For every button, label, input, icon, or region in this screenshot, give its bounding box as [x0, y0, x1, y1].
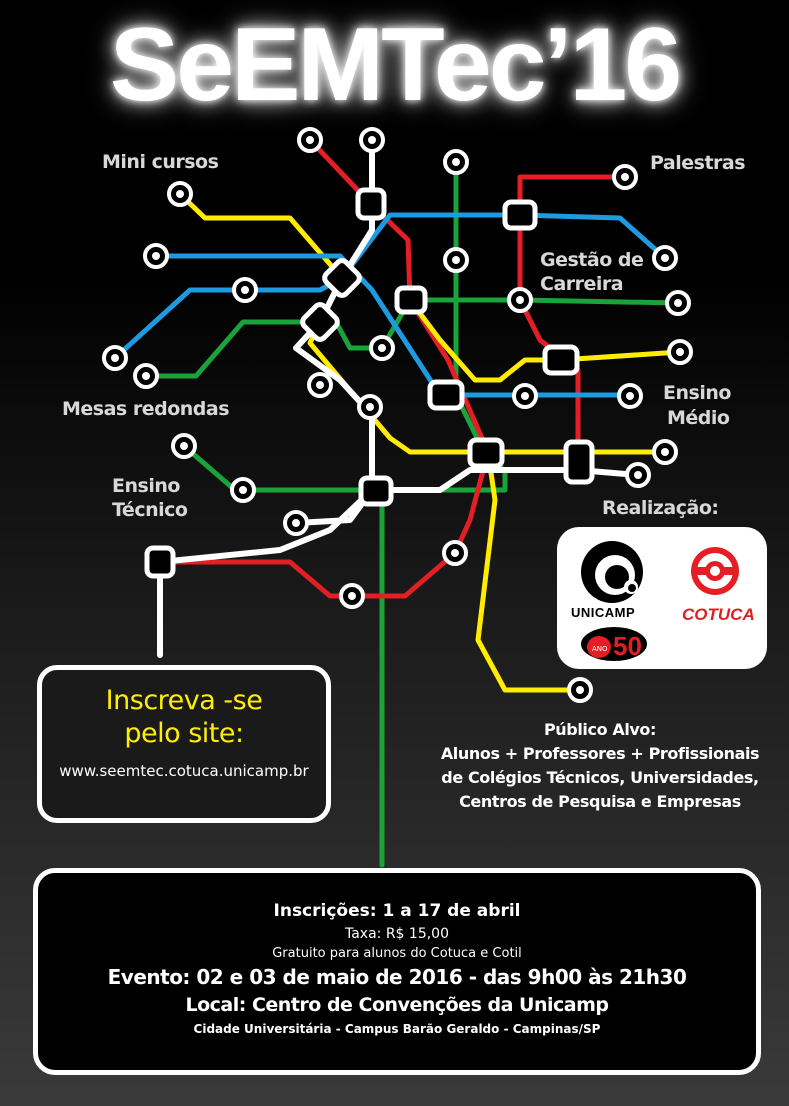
- ano-number: 50: [613, 631, 642, 661]
- label-mesas-redondas: Mesas redondas: [62, 398, 230, 420]
- info-taxa: Taxa: R$ 15,00: [344, 926, 449, 942]
- register-line-1: Inscreva -se: [105, 685, 263, 716]
- label-palestras: Palestras: [650, 152, 746, 174]
- target-audience: [430, 718, 770, 814]
- interchange-station: [430, 382, 462, 408]
- audience-line-1: Alunos + Professores + Profissionais: [440, 744, 760, 763]
- label-gestao: Gestão de: [540, 249, 644, 271]
- audience-heading: Público Alvo:: [543, 720, 657, 739]
- interchange-station: [361, 478, 391, 504]
- label-ensino-tecnico-1: Ensino: [112, 475, 180, 497]
- event-info-box: [33, 868, 761, 1075]
- website-link[interactable]: www.seemtec.cotuca.unicamp.br: [59, 762, 309, 780]
- cotuca-wordmark: COTUCA: [682, 605, 755, 624]
- info-gratuito: Gratuito para alunos do Cotuca e Cotil: [272, 946, 522, 961]
- interchange-station: [470, 440, 502, 466]
- green-line-lower: [184, 446, 382, 490]
- info-local: Local: Centro de Convenções da Unicamp: [185, 994, 609, 1016]
- registration-box: [37, 665, 331, 823]
- label-ensino-medio-1: Ensino: [663, 382, 731, 404]
- ano-text: ANO: [592, 645, 608, 653]
- label-mini-cursos: Mini cursos: [102, 151, 219, 173]
- sponsor-panel: [557, 527, 767, 669]
- audience-line-3: Centros de Pesquisa e Empresas: [459, 792, 741, 811]
- audience-line-2: de Colégios Técnicos, Universidades,: [441, 768, 759, 787]
- unicamp-50-years-icon: [579, 625, 649, 663]
- event-title: SeEMTec’16: [109, 7, 680, 123]
- label-carreira: Carreira: [540, 273, 624, 295]
- interchange-station: [147, 548, 173, 576]
- interchange-station: [397, 288, 425, 312]
- info-cidade: Cidade Universitária - Campus Barão Geraldo - Campinas/SP: [193, 1022, 601, 1036]
- unicamp-logo-icon: [577, 537, 647, 607]
- interchange-station: [545, 347, 577, 373]
- cotuca-logo-icon: [689, 545, 741, 597]
- label-realizacao: Realização:: [602, 497, 719, 519]
- interchange-station: [358, 190, 384, 218]
- interchange-station: [566, 442, 592, 482]
- info-inscricoes: Inscrições: 1 a 17 de abril: [273, 901, 521, 921]
- label-ensino-medio-2: Médio: [667, 407, 730, 429]
- interchange-station: [505, 202, 535, 228]
- register-line-2: pelo site:: [124, 718, 244, 749]
- unicamp-wordmark: UNICAMP: [571, 605, 636, 620]
- info-evento: Evento: 02 e 03 de maio de 2016 - das 9h00 às 21h30: [107, 965, 687, 989]
- label-ensino-tecnico-2: Técnico: [112, 499, 188, 521]
